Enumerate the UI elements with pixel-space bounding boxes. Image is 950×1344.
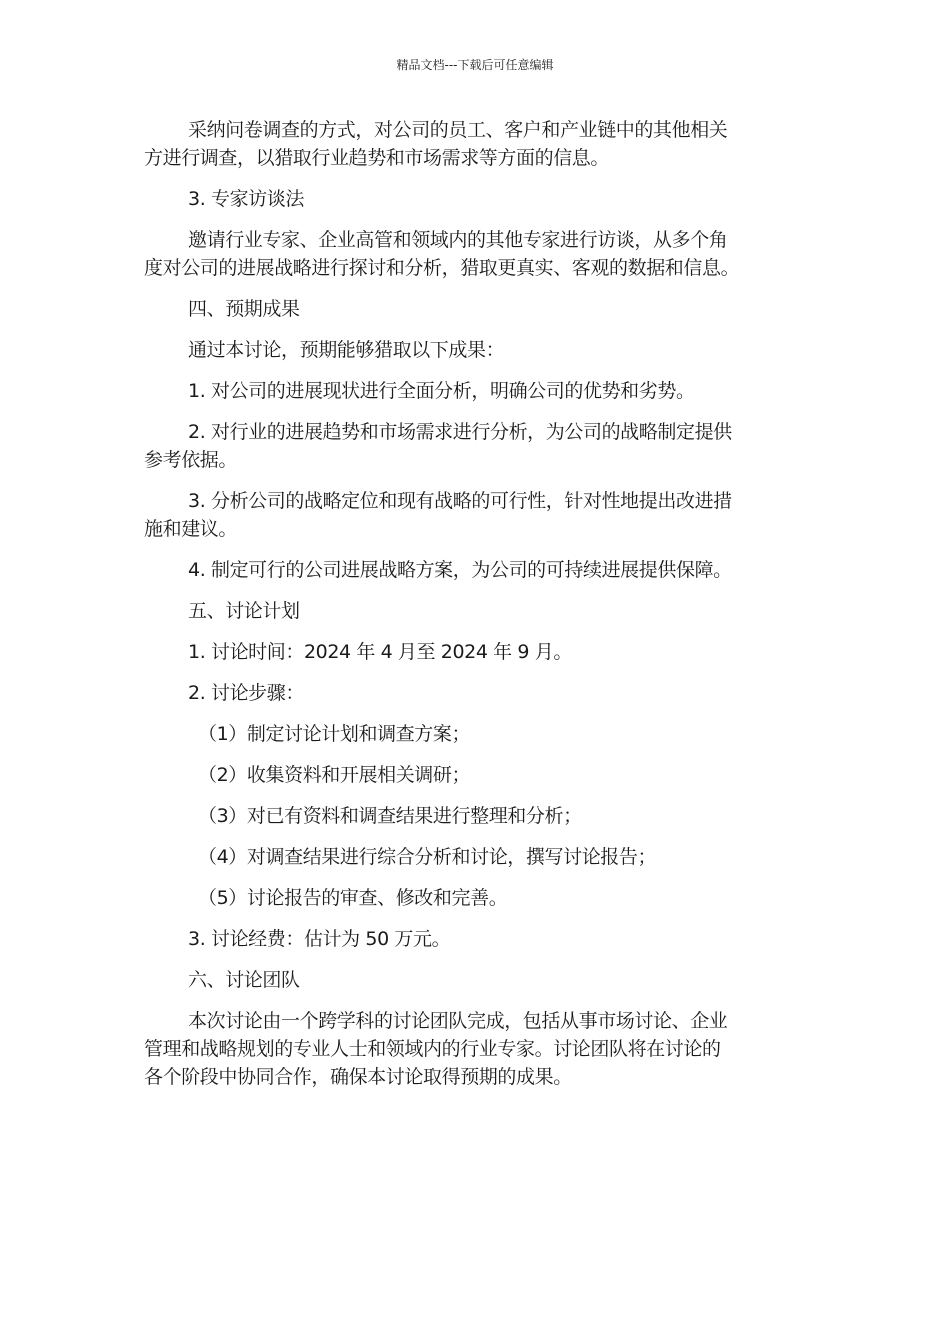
paragraph-line: 1. 对公司的进展现状进行全面分析，明确公司的优势和劣势。 (188, 380, 695, 402)
paragraph-survey-method (144, 116, 806, 172)
paragraph-line: 施和建议。 (144, 518, 238, 540)
paragraph-line: 本次讨论由一个跨学科的讨论团队完成，包括从事市场讨论、企业 (188, 1010, 728, 1032)
paragraph-line: （4）对调查结果进行综合分析和讨论，撰写讨论报告； (198, 846, 657, 868)
paragraph-line: 邀请行业专家、企业高管和领域内的其他专家进行访谈，从多个角 (188, 229, 728, 251)
paragraph-line: 参考依据。 (144, 449, 238, 471)
document-body (144, 116, 806, 1104)
heading-research-team (144, 966, 806, 994)
step-item-4 (144, 843, 806, 871)
paragraph-line: 采纳问卷调查的方式，对公司的员工、客户和产业链中的其他相关 (188, 119, 728, 141)
paragraph-line: 2. 讨论步骤： (188, 682, 304, 704)
paragraph-results-intro (144, 336, 806, 364)
paragraph-line: 3. 专家访谈法 (188, 188, 304, 210)
plan-item-steps (144, 679, 806, 707)
paragraph-line: 3. 分析公司的战略定位和现有战略的可行性，针对性地提出改进措 (188, 490, 732, 512)
paragraph-line: 2. 对行业的进展趋势和市场需求进行分析，为公司的战略制定提供 (188, 421, 732, 443)
paragraph-line: 各个阶段中协同合作，确保本讨论取得预期的成果。 (144, 1066, 572, 1088)
paragraph-line: （3）对已有资料和调查结果进行整理和分析； (198, 805, 582, 827)
plan-item-budget (144, 925, 806, 953)
paragraph-line: 六、讨论团队 (188, 969, 300, 991)
result-item-3 (144, 487, 806, 543)
page-header: 精品文档---下载后可任意编辑 (396, 58, 554, 72)
result-item-4 (144, 556, 806, 584)
paragraph-line: 通过本讨论，预期能够猎取以下成果： (188, 339, 505, 361)
paragraph-line: 方进行调查，以猎取行业趋势和市场需求等方面的信息。 (144, 147, 610, 169)
result-item-2 (144, 418, 806, 474)
paragraph-line: （2）收集资料和开展相关调研； (198, 764, 471, 786)
heading-expert-interview (144, 185, 806, 213)
paragraph-line: （5）讨论报告的审查、修改和完善。 (198, 887, 508, 909)
step-item-3 (144, 802, 806, 830)
paragraph-line: 五、讨论计划 (188, 600, 300, 622)
paragraph-line: 1. 讨论时间：2024 年 4 月至 2024 年 9 月。 (188, 641, 572, 663)
paragraph-line: （1）制定讨论计划和调查方案； (198, 723, 471, 745)
paragraph-line: 4. 制定可行的公司进展战略方案，为公司的可持续进展提供保障。 (188, 559, 732, 581)
plan-item-time (144, 638, 806, 666)
step-item-2 (144, 761, 806, 789)
step-item-5 (144, 884, 806, 912)
heading-expected-results (144, 295, 806, 323)
result-item-1 (144, 377, 806, 405)
paragraph-line: 管理和战略规划的专业人士和领域内的行业专家。讨论团队将在讨论的 (144, 1038, 721, 1060)
paragraph-line: 四、预期成果 (188, 298, 300, 320)
heading-research-plan (144, 597, 806, 625)
step-item-1 (144, 720, 806, 748)
paragraph-line: 度对公司的进展战略进行探讨和分析，猎取更真实、客观的数据和信息。 (144, 257, 740, 279)
paragraph-expert-interview (144, 226, 806, 282)
paragraph-line: 3. 讨论经费：估计为 50 万元。 (188, 928, 451, 950)
paragraph-research-team (144, 1007, 806, 1091)
